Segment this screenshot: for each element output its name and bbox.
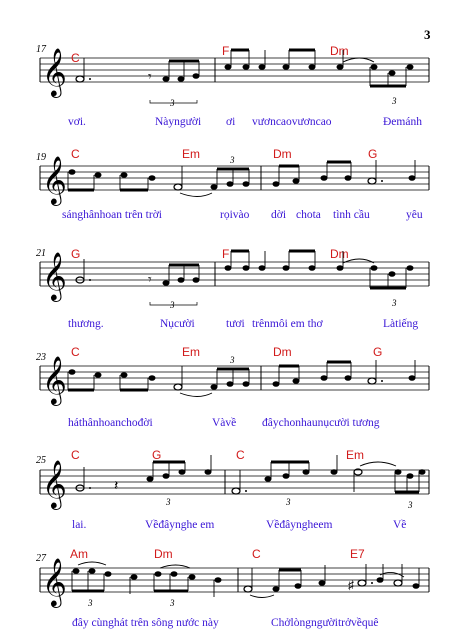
lyric: yêu — [406, 209, 423, 221]
chord-symbol: C — [236, 448, 245, 462]
chord-symbol: C — [71, 448, 80, 462]
system-21 — [36, 247, 429, 330]
tuplet-number: 3 — [230, 155, 235, 165]
chord-symbol: Em — [182, 345, 200, 359]
measure-number: 23 — [36, 352, 46, 363]
tuplet-number: 3 — [286, 497, 291, 507]
chord-symbol: C — [71, 51, 80, 65]
chord-symbol: Dm — [273, 147, 292, 161]
staff — [40, 568, 429, 592]
lyric: vơi. — [68, 116, 86, 128]
lyric: háthânhoanchođời — [68, 417, 153, 429]
chord-symbol: C — [252, 547, 261, 561]
svg-text:♯: ♯ — [348, 578, 354, 592]
tuplet-number: 3 — [392, 298, 397, 308]
measure-number: 21 — [36, 248, 46, 259]
lyric: trênmôi em thơ — [252, 318, 323, 330]
tuplet-number: 3 — [170, 98, 175, 108]
lyric: Vềđâyngheem — [266, 519, 333, 531]
chord-symbol: Am — [70, 547, 88, 561]
svg-text:𝄾: 𝄾 — [148, 70, 152, 85]
lyric: đâychonhaunụcười tương — [262, 417, 380, 429]
chord-symbol: Dm — [330, 247, 349, 261]
chord-symbol: Dm — [273, 345, 292, 359]
tuplet-number: 3 — [170, 598, 175, 608]
notes — [76, 251, 414, 288]
lyric: rọivào — [220, 209, 250, 221]
system-27 — [36, 547, 429, 629]
chord-symbol: C — [71, 345, 80, 359]
lyric: vươncaovươncao — [252, 116, 332, 128]
lyric: Làtiếng — [383, 318, 419, 330]
staff — [40, 470, 429, 494]
lyric: Nàyngười — [155, 116, 202, 128]
chord-symbol: F — [222, 247, 230, 261]
lyric: Vềđâynghe em — [145, 519, 215, 531]
tuplet-number: 3 — [408, 500, 413, 510]
chord-symbol: F — [222, 44, 230, 58]
lyric: Về — [393, 519, 407, 531]
system-25 — [36, 448, 429, 531]
treble-clef-icon: 𝄞 — [42, 251, 67, 300]
tuplet-number: 3 — [392, 96, 397, 106]
lyric: đây cùnghát trên sông nước này — [72, 617, 219, 629]
tuplet-number: 3 — [230, 355, 235, 365]
chord-symbol: G — [71, 247, 81, 261]
system-23 — [36, 345, 429, 429]
treble-clef-icon: 𝄞 — [42, 47, 67, 96]
tuplet-number: 3 — [170, 300, 175, 310]
notes — [76, 50, 414, 86]
measure-number: 27 — [36, 553, 46, 564]
measure-number: 25 — [36, 455, 46, 466]
staff — [40, 58, 429, 82]
page-number: 3 — [424, 27, 431, 42]
chord-symbol: E7 — [350, 547, 365, 561]
system-17 — [36, 44, 429, 128]
lyric: tươi — [226, 318, 245, 330]
svg-text:𝄽: 𝄽 — [114, 479, 119, 494]
lyric: Vàvề — [212, 417, 237, 429]
staff — [40, 262, 429, 286]
lyric: Chởlòngngườitrởvềquê — [271, 617, 379, 629]
lyric: chota — [296, 209, 321, 221]
measure-number: 19 — [36, 152, 46, 163]
treble-clef-icon: 𝄞 — [42, 155, 67, 204]
lyric: dời — [271, 209, 287, 221]
chord-symbol: G — [368, 147, 378, 161]
treble-clef-icon: 𝄞 — [42, 557, 67, 606]
lyric: ơi — [226, 116, 236, 128]
tuplet-number: 3 — [88, 598, 93, 608]
chord-symbol: G — [152, 448, 162, 462]
chord-symbol: Em — [182, 147, 200, 161]
lyric: lai. — [72, 519, 87, 531]
lyric: Nụcười — [160, 318, 195, 330]
chord-symbol: Em — [346, 448, 364, 462]
lyric: sánghânhoan trên trời — [62, 209, 162, 221]
treble-clef-icon: 𝄞 — [42, 459, 67, 508]
chord-symbol: Dm — [330, 44, 349, 58]
chord-symbol: Dm — [154, 547, 173, 561]
treble-clef-icon: 𝄞 — [42, 355, 67, 404]
lyric: thương. — [68, 318, 104, 330]
lyric: tình cầu — [333, 209, 370, 221]
chord-symbol: C — [71, 147, 80, 161]
chord-symbol: G — [373, 345, 383, 359]
measure-number: 17 — [36, 44, 46, 55]
system-19 — [36, 147, 429, 221]
tuplet-number: 3 — [166, 497, 171, 507]
svg-text:𝄾: 𝄾 — [148, 273, 152, 288]
lyric: Đemánh — [383, 116, 422, 128]
